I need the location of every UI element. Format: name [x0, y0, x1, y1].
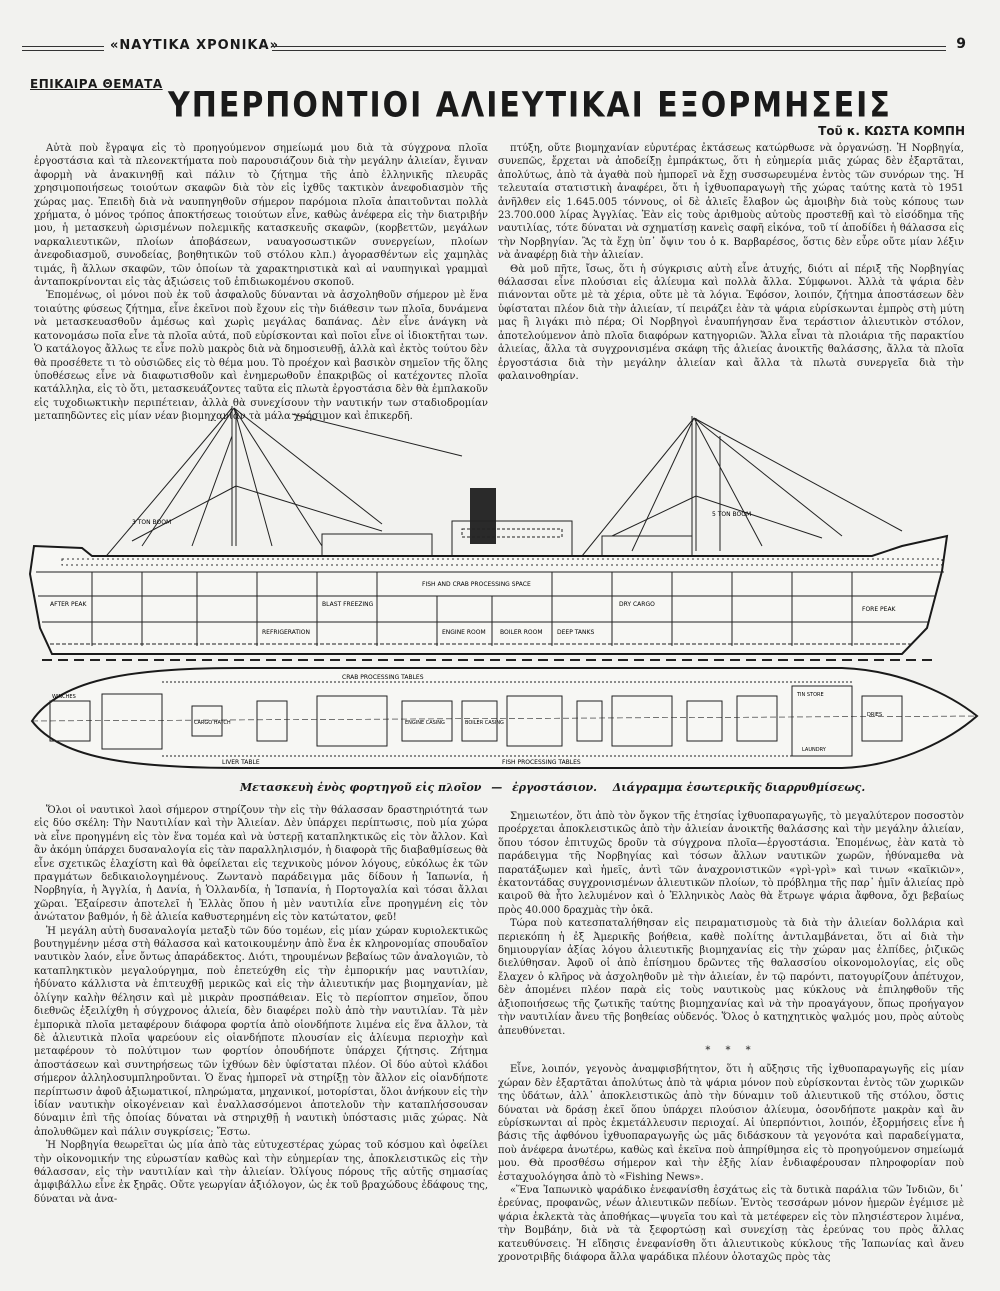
funnel — [470, 488, 496, 544]
label-fish-crab: FISH AND CRAB PROCESSING SPACE — [422, 581, 531, 588]
label-deep-tanks: DEEP TANKS — [557, 629, 595, 636]
label-refrigeration: REFRIGERATION — [262, 629, 310, 636]
paragraph: Τώρα ποὺ κατεσπαταλήθησαν εἰς πειραματισμοὺς τὰ διὰ τὴν ἁλιείαν δολλάρια καὶ περιεκόπη ἡ ἐξ Ἀμερικῆς βοήθεια, καθὲ πολίτης ἀντιλαμβάνεται, ὅτι αἱ διὰ τὴν δημιουργίαν ἀξίας λόγου ἁλιευτικῆς βιομηχανίας εἰς τὴν χώραν μας ἐλπίδες, ῥιζικῶς διελύθησαν. Ἀφοῦ οἱ ἀπὸ ἐπίσημου δρῶντες τῆς θαλασσίου οἰκονομολογίας, εἰς οὓς ἔλαχεν ὁ κλῆρος νὰ ἀσχοληθοῦν μὲ τὴν ἁλιείαν, ἐν τῷ παρόντι, πατογυρίζουν ἀπέτυχον, δὲν ἀπομένει πλέον παρὰ εἰς τοὺς ναυτικοὺς μας κύκλους νὰ ἐπιληφθοῦν τῆς ἀξιοποιήσεως τῆς ζωτικῆς ταύτης βιομηχανίας καὶ νὰ τὴν προαγάγουν, ὅπως προήγαγον τὴν ναυτιλίαν ἄνευ τῆς βοηθείας οὐδενός. Ὅλος ὁ κατηχητικὸς ψαλμός μου, πρὸς αὐτοὺς ἀπευθύνεται. — [498, 918, 964, 1037]
paragraph: Ὅλοι οἱ ναυτικοὶ λαοὶ σήμερον στηρίζουν τὴν εἰς τὴν θάλασσαν δραστηριότητά των εἰς δύο σκέλη: Τὴν Ναυτιλίαν καὶ τὴν Ἁλιείαν. Δὲν ὑπάρχει περίπτωσις, ποὺ μία χώρα νὰ εἶνε προηγμένη εἰς τὸν ἕνα τομέα καὶ νὰ ὑστερῇ καταπληκτικῶς εἰς τὸν ἄλλον. Καὶ ἂν ἀκόμη ὑπάρχει δυσαναλογία εἰς τὰν παραλληλισμόν, ἡ διαφορὰ τῆς διαβαθμίσεως θὰ εἶνε σχετικῶς ἐλαχίστη καὶ θὰ ὀφείλεται εἰς τεχνικοὺς μόνον λόγους, εὐκόλως ἐκ τῶν πραγμάτων δεδικαιολογημένους. Ζωντανὸ παράδειγμα μᾶς δίδουν ἡ Ἰαπωνία, ἡ Νορβηγία, ἡ Ἀγγλία, ἡ Δανία, ἡ Ὁλλανδία, ἡ Ἰσπανία, ἡ Πορτογαλία καὶ τόσαι ἄλλαι χῶραι. Ἐξαίρεσιν ἀποτελεῖ ἡ Ἑλλὰς ὅπου ἡ μὲν ναυτιλία εἶνε προηγμένη εἰς τὸν ἀνώτατον βαθμόν, ἡ δὲ ἁλιεία καθυστερημένη εἰς τὸν κατώτατον, φεῦ! — [34, 805, 488, 924]
label-tin-store: TIN STORE — [797, 692, 824, 698]
label-winches: WINCHES — [52, 694, 76, 700]
section-divider: * * * — [705, 1044, 757, 1056]
running-header — [22, 38, 978, 58]
paragraph: Εἶνε, λοιπόν, γεγονὸς ἀναμφισβήτητον, ὅτι ἡ αὔξησις τῆς ἰχθυοπαραγωγῆς εἰς μίαν χώραν δὲν ἐξαρτᾶται ἀπολύτως ἀπὸ τὰ ψάρια μόνον ποὺ εὑρίσκονται ἐντὸς τῶν χωρικῶν της ὑδάτων, ἀλλ᾽ ἀποκλειστικῶς ἀπὸ τὴν δύναμιν τοῦ ἁλιευτικοῦ τῆς στόλου, ὅστις δύναται νὰ δράσῃ ἐκεῖ ὅπου ὑπάρχει πλούσιον ἁλίευμα, ὁσονδήποτε μακρὰν καὶ ἂν εὑρίσκωνται αἱ πρὸς ἐκμετάλλευσιν περιοχαί. Αἱ ὑπερπόντιοι, λοιπόν, ἐξορμήσεις εἶνε ἡ βάσις τῆς ἀφθόνου ἰχθυοπαραγωγῆς ὡς μᾶς διδάσκουν τὰ γεγονότα καὶ παραδείγματα, ποὺ ἀνέφερα ἀνωτέρω, καθὼς καὶ ἐκεῖνα ποὺ ἀπηρίθμησα εἰς τὸ προηγούμενον σημείωμά μου. Θὰ προσθέσω σήμερον καὶ τὴν ἐξῆς λίαν ἐνδιαφέρουσαν πληροφορίαν ποὺ ἐσταχυολόγησα ἀπὸ τὸ «Fishing News». — [498, 1064, 964, 1183]
deck-plan — [32, 668, 977, 768]
caption-left: Μετασκευὴ ἑνὸς φορτηγοῦ εἰς πλοῖον — [240, 781, 482, 794]
page-number: 9 — [956, 36, 966, 52]
header-rule-left — [22, 46, 104, 51]
label-after-peak: AFTER PEAK — [50, 601, 87, 608]
hull-profile — [30, 536, 947, 654]
section-label: ΕΠΙΚΑΙΡΑ ΘΕΜΑΤΑ — [30, 77, 163, 91]
caption-separator: — — [491, 781, 503, 794]
caption-mid: ἐργοστάσιον. — [512, 781, 597, 794]
paragraph: Ἡ μεγάλη αὐτὴ δυσαναλογία μεταξὺ τῶν δύο τομέων, εἰς μίαν χώραν κυριολεκτικῶς βουτηγμένην μέσα στὴ θάλασσα καὶ κατοικουμένην ἀπὸ ἕνα ἐκ κληρονομίας σπουδαῖον ναυτικὸν λαόν, εἶνε ὄντως ἀπαράδεκτος. Διότι, τηρουμένων βεβαίως τῶν ἀναλογιῶν, τὸ καταπληκτικὸν μεγαλούργημα, ποὺ ἐπετεύχθη εἰς τὴν ἐμπορικήν μας ναυτιλίαν, ἠδύνατο κάλλιστα νὰ ἐπιτευχθῇ μερικῶς καὶ εἰς τὴν ἁλιευτικήν μας βιομηχανίαν, μὲ ὀλίγην καλὴν θέλησιν καὶ μὲ μικρὰν προσπάθειαν. Εἰς τὸ περίοπτον σημεῖον, ὅπου διεθνῶς ἐξειλίχθη ἡ σύγχρονος ἁλιεία, δὲν διαφέρει πολὺ ἀπὸ τὴν ναυτιλίαν. Τὰ μὲν ἐμπορικὰ πλοῖα μεταφέρουν διάφορα φορτία ἀπὸ οἱονδήποτε λιμένα εἰς ἕνα ἄλλον, τὰ δὲ ἁλιευτικὰ πλοῖα ψαρεύουν εἰς οἱανδήποτε πλουσίαν εἰς ἁλίευμα περιοχὴν καὶ μεταφέρουν τὸ πολύτιμον των φορτίον ὁπουδήποτε ὑπάρχει ζήτησις. Ζήτημα ἀποστάσεων καὶ συντηρήσεως τῶν ἰχθύων δὲν ὑφίσταται πλέον. Οἱ δύο αὐτοὶ κλάδοι σήμερον ἀλληλοσυμπληροῦνται. Ὁ ἕνας ἠμπορεῖ νὰ στηρίξῃ τὸν ἄλλον εἰς οἱανδήποτε περίπτωσιν ἀφοῦ ἀξιωματικοί, πληρώματα, μηχανικοί, μοτορίσται, ὅλοι ἀνήκουν εἰς τὴν ἰδίαν ναυτικὴν οἰκογένειαν καὶ ἐναλλασσόμενοι ἀποτελοῦν τὴν καταπλήσσουσαν δύναμιν ἐπὶ τῆς ὁποίας δύναται νὰ στηριχθῇ ἡ ναυτικὴ ὑπόστασις μιᾶς χώρας. Νὰ ἀπολυθῶμεν καὶ πάλιν συγκρίσεις; Ἔστω. — [34, 925, 488, 1138]
label-boom-3t: 3 TON BOOM — [132, 519, 172, 526]
label-crab-tables: CRAB PROCESSING TABLES — [342, 674, 424, 681]
text-column-3 — [34, 804, 488, 1259]
label-dry-cargo: DRY CARGO — [619, 601, 655, 608]
label-boom-5t: 5 TON BOOM — [712, 511, 752, 518]
label-boiler-room: BOILER ROOM — [500, 629, 543, 636]
caption-right: Διάγραμμα ἐσωτερικῆς διαρρυθμίσεως. — [612, 781, 866, 794]
ship-diagram — [22, 396, 986, 776]
header-rule-right — [272, 46, 946, 51]
label-cargo-hatch: CARGO HATCH — [194, 720, 231, 726]
label-fore-peak: FORE PEAK — [862, 606, 896, 613]
label-dries: DRIES — [867, 712, 883, 718]
label-engine-casing: ENGINE CASING — [405, 720, 445, 726]
paragraph: Σημειωτέον, ὅτι ἀπὸ τὸν ὄγκον τῆς ἐτησίας ἰχθυοπαραγωγῆς, τὸ μεγαλύτερον ποσοστὸν προέρχεται ἀποκλειστικῶς ἀπὸ τὴν ἁλιείαν ἀνοικτῆς θαλάσσης καὶ τὴν μεγάλην ἁλιείαν, ὅπου τόσον ἐπιτυχῶς δροῦν τὰ σύγχρονα πλοῖα—ἐργοστάσια. Ἑπομένως, ἐὰν κατὰ τὸ παράδειγμα τῆς Νορβηγίας καὶ τόσων ἄλλων ναυτικῶν χωρῶν, ἠθύναμεθα νὰ παρατάξωμεν καὶ ἡμεῖς, ἀντὶ τῶν ἀναχρονιστικῶν «γρὶ-γρὶ» καὶ τινων «καϊκιῶν», ἑκατοντάδας συγχρονισμένων ἁλιευτικῶν πλοίων, τὸ πρόβλημα τῆς παρ᾽ ἡμῖν ἁλιείας πρὸ καιροῦ θὰ ἦτο λελυμένον καὶ ὁ Ἑλληνικὸς Λαὸς θὰ ἔτρωγε ψάρια ἄφθονα, ὄχι βεβαίως πρὸς 40.000 δραχμὰς τὴν ὀκᾶ. — [498, 811, 964, 916]
paragraph: Ἑπομένως, οἱ μόνοι ποὺ ἐκ τοῦ ἀσφαλοῦς δύνανται νὰ ἀσχοληθοῦν σήμερον μὲ ἕνα τοιαύτης φύσεως ζήτημα, εἶνε ἐκεῖνοι ποὺ ἔχουν εἰς τὴν διάθεσιν των πλοῖα, δυνάμενα νὰ μετασκευασθοῦν ἀμέσως καὶ χωρὶς μεγάλας δαπάνας. Δὲν εἶνε ἀνάγκη νὰ κατονομάσω ποῖα εἶνε τὰ πλοῖα αὐτά, ποῦ εὑρίσκονται καὶ ποῖοι εἶνε οἱ ἰδιοκτῆται των. Ὁ κατάλογος ἄλλως τε εἶνε πολὺ μακρὸς διὰ νὰ δημοσιευθῇ, ἀλλὰ καὶ ἐκτὸς τούτου δὲν θὰ προσέθετε τι τὸ οὐσιῶδες εἰς τὸ θέμα μου. Τὸ προέχον καὶ βασικὸν σημεῖον τῆς ὅλης ὑποθέσεως εἶνε νὰ διαφωτισθοῦν καὶ ἐνημερωθοῦν ἐπακριβῶς οἱ κατέχοντες πλοῖα κατάλληλα, εἰς τὸ ὅτι, μετασκευάζοντες ταῦτα εἰς πλωτὰ ἐργοστάσια δὲν θὰ ἐμπλακοῦν εἰς τυχοδιωκτικὴν περιπέτειαν, ἀλλὰ θὰ συνεχίσουν τὴν ναυτικήν των σταδιοδρομίαν μεταπηδῶντες εἰς μίαν νέαν βιομηχανίαν τὰ μάλα χρήσιμον καὶ ἐπικερδῆ. — [34, 290, 488, 423]
paragraph: «Ἕνα Ἰαπωνικὸ ψαράδικο ἐνεφανίσθη ἐσχάτως εἰς τὰ δυτικὰ παράλια τῶν Ἰνδιῶν, δι᾽ ἐρεύνας, προφανῶς, νέων ἁλιευτικῶν πεδίων. Ἐντὸς τεσσάρων μόνον ἡμερῶν ἐγέμισε μὲ ψάρια ἐκλεκτὰ τὰς ἀποθήκας—ψυγεῖα του καὶ τὰ μετέφερεν εἰς τὸν πλησιέστερον λιμένα, τὴν Βομβάην, διὰ νὰ τὰ ξεφορτώσῃ καὶ συνεχίσῃ τὰς ἐρεύνας του πρὸς ἄλλας κατευθύνσεις. Ἡ εἴδησις ἐνεφανίσθη ὅτι ἀλιευτικοὺς κύκλους τῆς Ἰαπωνίας καὶ ἄνευ χρονοτριβῆς διάφορα ἄλλα ψαράδικα πλέουν ὁλοταχῶς πρὸς τὰς — [498, 1184, 964, 1263]
figure-caption — [240, 781, 865, 794]
ship-rigging — [102, 406, 902, 561]
text-column-2 — [498, 142, 964, 390]
article-title: ΥΠΕΡΠΟΝΤΙΟΙ ΑΛΙΕΥΤΙΚΑΙ ΕΞΟΡΜΗΣΕΙΣ — [168, 85, 892, 126]
paragraph: Θὰ μοῦ πῆτε, ἴσως, ὅτι ἡ σύγκρισις αὐτὴ εἶνε ἀτυχής, διότι αἱ πέριξ τῆς Νορβηγίας θάλασσαι εἶνε πλούσιαι εἰς ἁλίευμα καὶ πολλὰ ἄλλα. Σύμφωνοι. Ἀλλὰ τὰ ψάρια δὲν πιάνονται οὔτε μὲ τὰ χέρια, οὔτε μὲ τὰ λόγια. Ἐφόσον, λοιπόν, ζήτημα ἀποστάσεων δὲν ὑφίσταται πλέον διὰ τὴν ἁλιείαν, τί πειράζει ἐὰν τὰ ψάρια εὑρίσκωνται ἐμπρὸς στὴ μύτη μας ἢ λιγάκι πιὸ πέρα; Οἱ Νορβηγοὶ ἐναυπήγησαν ἕνα τεράστιον ἁλιευτικὸν στόλον, ἀποτελούμενον ἀπὸ πλοῖα διαφόρων κατηγοριῶν. Ἄλλα εἶναι τὰ πλοιάρια τῆς παρακτίου ἁλιείας, ἄλλα τὰ συγχρονισμένα σκάφη τῆς ἁλιείας ἀνοικτῆς θαλάσσης, ἄλλα τὰ πλοῖα ἐργοστάσια διὰ τὴν μεγάλην ἁλιείαν καὶ ἄλλα τὰ πλωτὰ συνεργεῖα διὰ τὴν φαλαινοθηρίαν. — [498, 263, 964, 382]
label-fish-tables: FISH PROCESSING TABLES — [502, 759, 581, 766]
label-blast-freezing: BLAST FREEZING — [322, 601, 374, 608]
text-column-4 — [498, 810, 964, 1263]
paragraph: Ἡ Νορβηγία θεωρεῖται ὡς μία ἀπὸ τὰς εὐτυχεστέρας χώρας τοῦ κόσμου καὶ ὀφείλει τὴν οἰκονομικήν της εὐρωστίαν καθὼς καὶ τὴν εὐημερίαν της, ἀποκλειστικῶς εἰς τὴν θάλασσαν, εἰς τὴν ναυτιλίαν καὶ τὴν ἁλιείαν. Ὀλίγους πόρους τῆς αὐτῆς σημασίας ἀμφιβάλλω εἶνε ἐκ ξηρᾶς. Οὔτε γεωργίαν ἀξιόλογον, ὡς ἐκ τοῦ βραχώδους ἐδάφους της, δύναται νὰ ἀνα- — [34, 1140, 488, 1205]
paragraph: πτύξη, οὔτε βιομηχανίαν εὐρυτέρας ἐκτάσεως κατώρθωσε νὰ ὀργανώσῃ. Ἡ Νορβηγία, συνεπῶς, ἔρχεται νὰ ἀποδείξῃ ἐμπράκτως, ὅτι ἡ εὐημερία μιᾶς χώρας δὲν ἐξαρτᾶται, ἀπολύτως, ἀπὸ τὰ ἀγαθὰ ποὺ ἠμπορεῖ νὰ ἔχῃ συσσωρευμένα ἐντὸς τῶν συνόρων της. Ἡ τελευταία στατιστικὴ ἀναφέρει, ὅτι ἡ ἰχθυοπαραγωγὴ τῆς χώρας ταύτης κατὰ τὸ 1951 ἀνῆλθεν εἰς 1.645.005 τόννους, οἱ δὲ ἁλιεῖς ἔλαβον ὡς ἀμοιβὴν διὰ τοὺς κόπους των 23.700.000 λίρας Ἀγγλίας. Ἐὰν εἰς τοὺς ἀριθμοὺς αὐτοὺς προστεθῇ καὶ τὸ εἰσόδημα τῆς ναυτιλίας, τότε δύναται νὰ σχηματίσῃ κανεὶς σαφῆ εἰκόνα, τοῦ τί ἀποδίδει ἡ θάλασσα εἰς τὴν Νορβηγίαν. Ἂς τὰ ἔχῃ ὑπ᾽ ὄψιν του ὁ κ. Βαρβαρέσος, ὅστις δὲν εὗρε οὔτε μίαν λέξιν νὰ ἀναφέρῃ διὰ τὴν ἁλιείαν. — [498, 143, 964, 262]
text-column-1 — [34, 142, 488, 423]
label-engine-room: ENGINE ROOM — [442, 629, 486, 636]
paragraph: Αὐτὰ ποὺ ἔγραψα εἰς τὸ προηγούμενον σημείωμά μου διὰ τὰ σύγχρονα πλοῖα ἐργοστάσια καὶ τὰ πλεονεκτήματα ποὺ παρουσιάζουν διὰ τὴν μεγάλην ἁλιείαν, ἔγιναν ἀφορμὴ νὰ ἀνακινηθῇ καὶ πάλιν τὸ ζήτημα τῆς ἀπὸ ἑλληνικῆς πλευρᾶς χρησιμοποιήσεως τοιούτων σκαφῶν διὰ τὸν εἰς ἰχθῦς τακτικὸν ἀνεφοδιασμὸν τῆς χώρας μας. Ἐπειδὴ διὰ νὰ ναυπηγηθοῦν σήμερον παρόμοια πλοῖα ἀπαιτοῦνται πολλὰ χρήματα, ὁ μόνος τρόπος ἀποκτήσεως τοιούτων εἶνε, καθὼς ἀνέφερα εἰς τὴν διατριβήν μου, ἡ μετασκευὴ ὡρισμένων πολεμικῆς κατασκευῆς σκαφῶν, (κορβεττῶν, μεγάλων ναρκαλιευτικῶν, πλοίων ἀποβάσεων, ναυαγοσωστικῶν συνεργείων, πλοίων ἀνεφοδιασμοῦ, συνοδείας, βοηθητικῶν τοῦ στόλου κλπ.) ἀγορασθέντων εἰς χαμηλὰς τιμάς, ἢ ἄλλων σκαφῶν, τῶν ὁποίων τὰ χαρακτηριστικὰ καὶ αἱ ναυπηγικαὶ γραμμαὶ ἀνταποκρίνονται εἰς τὰς ἀξιώσεις τοῦ ἐπιδιωκομένου σκοποῦ. — [34, 143, 488, 289]
label-laundry: LAUNDRY — [802, 747, 826, 753]
label-boiler-casing: BOILER CASING — [465, 720, 504, 726]
journal-title: «ΝΑΥΤΙΚΑ ΧΡΟΝΙΚΑ» — [110, 38, 279, 53]
label-liver-table: LIVER TABLE — [222, 759, 260, 766]
article-author: Τοῦ κ. ΚΩΣΤΑ ΚΟΜΠΗ — [818, 124, 965, 138]
